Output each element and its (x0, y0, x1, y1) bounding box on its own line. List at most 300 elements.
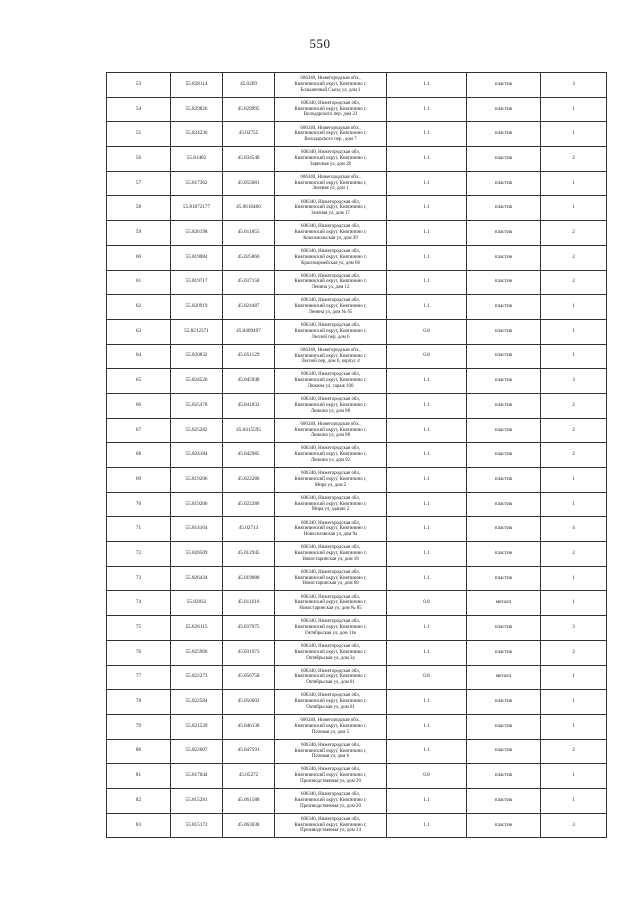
table-row (107, 739, 607, 764)
address-cell (275, 640, 387, 665)
latitude-cell: 55.820919 (171, 295, 223, 320)
container-count-cell: 1 (541, 764, 607, 789)
container-material-cell: пластик (467, 319, 541, 344)
address-line: Люкина ул, гараж 100 (307, 383, 354, 389)
table-row (107, 270, 607, 295)
address-cell (275, 393, 387, 418)
address-line: 606340, Нижегородская обл, (301, 273, 360, 279)
address-line: Княгининский округ, Княгинино г, (294, 254, 367, 260)
latitude-cell: 55.829826 (171, 97, 223, 122)
container-volume-cell: 1.1 (387, 542, 467, 567)
container-material-cell: металл (467, 591, 541, 616)
row-number-cell: 60 (107, 245, 171, 270)
row-number-cell: 76 (107, 640, 171, 665)
address-line: 606340, Нижегородская обл, (301, 100, 360, 106)
address-line: Комсомольская ул, дом 39 (303, 235, 358, 241)
address-line: Княгининский округ, Княгинино г, (294, 575, 367, 581)
row-number-cell: 54 (107, 97, 171, 122)
address-line: Княгининский округ, Княгинино г, (294, 748, 367, 754)
container-material-cell: пластик (467, 492, 541, 517)
longitude-cell: 45.046138 (223, 714, 275, 739)
address-line: 606340, Нижегородская обл., (300, 718, 361, 724)
address-cell (275, 196, 387, 221)
address-line: 606340, Нижегородская обл, (301, 643, 360, 649)
longitude-cell: 45.022286 (223, 492, 275, 517)
row-number-cell: 70 (107, 492, 171, 517)
latitude-cell: 55.815281 (171, 788, 223, 813)
container-volume-cell: 1.1 (387, 295, 467, 320)
longitude-cell: 45.042985 (223, 443, 275, 468)
latitude-cell: 55.81482 (171, 147, 223, 172)
address-cell (275, 245, 387, 270)
longitude-cell: 45.0469497 (223, 319, 275, 344)
latitude-cell: 55.819206 (171, 492, 223, 517)
longitude-cell: 45.031973 (223, 640, 275, 665)
address-line: Княгининский округ, Княгинино г, (294, 501, 367, 507)
container-count-cell: 2 (541, 739, 607, 764)
longitude-cell: 45.041832 (223, 393, 275, 418)
container-volume-cell: 1.1 (387, 147, 467, 172)
table-row (107, 73, 607, 98)
container-count-cell: 3 (541, 616, 607, 641)
container-count-cell: 2 (541, 640, 607, 665)
longitude-cell: 45.0415595 (223, 418, 275, 443)
address-cell (275, 295, 387, 320)
container-count-cell: 1 (541, 566, 607, 591)
row-number-cell: 81 (107, 764, 171, 789)
longitude-cell: 45.05272 (223, 764, 275, 789)
container-material-cell: пластик (467, 764, 541, 789)
address-line: Новостаринская ул, дом 18 (302, 556, 359, 562)
container-material-cell: пластик (467, 295, 541, 320)
table-row (107, 566, 607, 591)
container-material-cell: пластик (467, 344, 541, 369)
address-cell (275, 591, 387, 616)
address-line: 606340, Нижегородская обл., (300, 76, 361, 82)
address-cell (275, 344, 387, 369)
container-material-cell: пластик (467, 616, 541, 641)
address-line: Люкина ул, дом 88 (310, 408, 351, 414)
address-cell (275, 788, 387, 813)
container-material-cell: пластик (467, 418, 541, 443)
container-material-cell: пластик (467, 73, 541, 98)
table-row (107, 764, 607, 789)
address-line: 606340, Нижегородская обл, (301, 569, 360, 575)
container-volume-cell: 0.8 (387, 344, 467, 369)
container-count-cell: 1 (541, 295, 607, 320)
address-line: Княгининский округ, Княгинино г, (294, 625, 367, 631)
row-number-cell: 62 (107, 295, 171, 320)
address-cell (275, 813, 387, 838)
container-material-cell: пластик (467, 788, 541, 813)
address-line: 606340, Нижегородская обл, (301, 520, 360, 526)
row-number-cell: 55 (107, 122, 171, 147)
address-cell (275, 270, 387, 295)
longitude-cell: 45.055081 (223, 171, 275, 196)
page-number: 550 (309, 36, 331, 51)
container-material-cell: пластик (467, 468, 541, 493)
address-cell (275, 147, 387, 172)
address-cell (275, 97, 387, 122)
table-row (107, 122, 607, 147)
latitude-cell: 55.814164 (171, 517, 223, 542)
address-cell (275, 665, 387, 690)
container-volume-cell: 0.8 (387, 591, 467, 616)
container-volume-cell: 1.1 (387, 196, 467, 221)
address-line: Новостаринская ул, дом 68 (302, 581, 359, 587)
container-material-cell: пластик (467, 97, 541, 122)
address-line: Княгининский округ, Княгинино г, (294, 699, 367, 705)
longitude-cell: 45.029995 (223, 97, 275, 122)
container-sites-table (106, 72, 607, 838)
address-line: 606340, Нижегородская обл, (301, 668, 360, 674)
row-number-cell: 57 (107, 171, 171, 196)
address-line: 606340, Нижегородская обл, (301, 594, 360, 600)
address-line: Княгининский округ, Княгинино г, (294, 773, 367, 779)
address-cell (275, 221, 387, 246)
address-line: Октябрьская ул, дом 11в (305, 630, 356, 636)
address-line: 606340, Нижегородская обл., (300, 421, 361, 427)
row-number-cell: 74 (107, 591, 171, 616)
address-line: Княгининский округ, Княгинино г, (294, 797, 367, 803)
address-line: Княгининский округ, Княгинино г, (294, 378, 367, 384)
longitude-cell: 45.02713 (223, 517, 275, 542)
row-number-cell: 63 (107, 319, 171, 344)
table-row (107, 616, 607, 641)
container-count-cell: 1 (541, 492, 607, 517)
latitude-cell: 55.822584 (171, 690, 223, 715)
address-line: Княгининский округ, Княгинино г, (294, 106, 367, 112)
address-line: Заречная ул, дом 28 (310, 161, 351, 167)
longitude-cell: 45.037075 (223, 616, 275, 641)
address-line: Княгининский округ, Княгинино г, (294, 476, 367, 482)
address-line: Княгининский округ, Княгинино г, (294, 304, 367, 310)
address-line: Княгининский округ, Княгинино г, (294, 427, 367, 433)
container-count-cell: 1 (541, 344, 607, 369)
row-number-cell: 59 (107, 221, 171, 246)
table-row (107, 640, 607, 665)
address-line: Октябрьская ул, дом 3а (306, 655, 355, 661)
container-volume-cell: 1.1 (387, 739, 467, 764)
table-row (107, 369, 607, 394)
latitude-cell: 55.821539 (171, 714, 223, 739)
container-material-cell: пластик (467, 690, 541, 715)
address-cell (275, 739, 387, 764)
address-line: 606340, Нижегородская обл, (301, 471, 360, 477)
container-volume-cell: 1.1 (387, 690, 467, 715)
address-line: Лесной пер, дом 6 (311, 334, 350, 340)
address-line: 606340, Нижегородская обл., (300, 125, 361, 131)
container-volume-cell: 1.1 (387, 517, 467, 542)
address-line: Новостаринская ул, дом № 85 (299, 606, 362, 612)
row-number-cell: 58 (107, 196, 171, 221)
address-line: Княгининский округ, Княгинино г, (294, 131, 367, 137)
address-line: 606340, Нижегородская обл, (301, 298, 360, 304)
container-count-cell: 1 (541, 122, 607, 147)
row-number-cell: 78 (107, 690, 171, 715)
container-volume-cell: 0.8 (387, 319, 467, 344)
container-volume-cell: 1.1 (387, 566, 467, 591)
address-line: 606340, Нижегородская обл., (300, 347, 361, 353)
container-volume-cell: 1.1 (387, 813, 467, 838)
container-count-cell: 2 (541, 418, 607, 443)
table-row (107, 171, 607, 196)
row-number-cell: 64 (107, 344, 171, 369)
row-number-cell: 56 (107, 147, 171, 172)
latitude-cell: 55.819206 (171, 468, 223, 493)
address-cell (275, 517, 387, 542)
longitude-cell: 45.051129 (223, 344, 275, 369)
container-material-cell: пластик (467, 443, 541, 468)
table-row (107, 813, 607, 838)
latitude-cell: 55.820509 (171, 542, 223, 567)
container-material-cell: пластик (467, 369, 541, 394)
row-number-cell: 80 (107, 739, 171, 764)
table-row (107, 147, 607, 172)
table-row (107, 97, 607, 122)
address-line: Княгининский округ, Княгинино г, (294, 822, 367, 828)
address-line: Княгининский округ, Княгинино г, (294, 180, 367, 186)
latitude-cell: 55.825282 (171, 418, 223, 443)
address-line: Октябрьская ул, дом 61 (306, 704, 355, 710)
address-line: Лесной пер, дом 6, корпус 4 (301, 359, 360, 365)
row-number-cell: 66 (107, 393, 171, 418)
longitude-cell: 45.024487 (223, 295, 275, 320)
table-row (107, 788, 607, 813)
longitude-cell: 45.063038 (223, 813, 275, 838)
longitude-cell: 45.056602 (223, 690, 275, 715)
latitude-cell: 55.817044 (171, 764, 223, 789)
address-line: 606340, Нижегородская обл, (301, 323, 360, 329)
container-material-cell: пластик (467, 122, 541, 147)
row-number-cell: 77 (107, 665, 171, 690)
container-volume-cell: 1.1 (387, 393, 467, 418)
latitude-cell: 55.8212371 (171, 319, 223, 344)
address-line: 606340, Нижегородская обл, (301, 397, 360, 403)
address-cell (275, 616, 387, 641)
latitude-cell: 55.819717 (171, 270, 223, 295)
container-volume-cell: 1.1 (387, 270, 467, 295)
container-material-cell: пластик (467, 517, 541, 542)
container-count-cell: 3 (541, 813, 607, 838)
container-count-cell: 1 (541, 468, 607, 493)
container-volume-cell: 1.1 (387, 73, 467, 98)
longitude-cell: 45.061588 (223, 788, 275, 813)
latitude-cell: 55.81872177 (171, 196, 223, 221)
container-material-cell: пластик (467, 393, 541, 418)
container-volume-cell: 1.1 (387, 369, 467, 394)
address-cell (275, 468, 387, 493)
address-line: Полевая ул, дом 5 (311, 729, 350, 735)
address-line: Производственная ул, дом 20 (300, 778, 361, 784)
row-number-cell: 68 (107, 443, 171, 468)
address-line: Люкина ул, дом 92 (310, 458, 351, 464)
table-row (107, 221, 607, 246)
container-volume-cell: 1.1 (387, 788, 467, 813)
container-count-cell: 3 (541, 369, 607, 394)
address-line: Володарского пер. дом 23 (303, 112, 358, 118)
container-count-cell: 1 (541, 196, 607, 221)
row-number-cell: 75 (107, 616, 171, 641)
longitude-cell: 45.02755 (223, 122, 275, 147)
latitude-cell: 55.819084 (171, 245, 223, 270)
address-line: 606340, Нижегородская обл, (301, 792, 360, 798)
latitude-cell: 55.825478 (171, 393, 223, 418)
row-number-cell: 65 (107, 369, 171, 394)
address-cell (275, 369, 387, 394)
table-row (107, 714, 607, 739)
address-line: 606340, Нижегородская обл, (301, 693, 360, 699)
container-material-cell: пластик (467, 739, 541, 764)
address-line: Княгининский округ, Княгинино г, (294, 205, 367, 211)
address-line: Княгининский округ, Княгинино г, (294, 649, 367, 655)
address-line: Княгининский округ, Княгинино г, (294, 723, 367, 729)
longitude-cell: 45.019088 (223, 566, 275, 591)
container-count-cell: 1 (541, 591, 607, 616)
address-line: Княгининский округ, Княгинино г, (294, 600, 367, 606)
address-line: 606340, Нижегородская обл, (301, 767, 360, 773)
address-line: Люкина ул, дом 88 (310, 433, 351, 439)
container-count-cell: 2 (541, 393, 607, 418)
container-material-cell: металл (467, 665, 541, 690)
longitude-cell: 45.0610466 (223, 196, 275, 221)
address-line: Княгининский округ, Княгинино г, (294, 156, 367, 161)
container-material-cell: пластик (467, 566, 541, 591)
container-volume-cell: 1.1 (387, 443, 467, 468)
container-material-cell: пластик (467, 245, 541, 270)
latitude-cell: 55.817362 (171, 171, 223, 196)
address-line: Новоселовская ул, дом 9а (303, 532, 358, 538)
row-number-cell: 67 (107, 418, 171, 443)
address-line: 606340, Нижегородская обл, (301, 495, 360, 501)
longitude-cell: 45.056758 (223, 665, 275, 690)
longitude-cell: 45.045948 (223, 369, 275, 394)
table-row (107, 319, 607, 344)
address-line: 606340, Нижегородская обл, (301, 150, 360, 156)
address-line: 606340, Нижегородская обл, (301, 199, 360, 205)
longitude-cell: 45.0269 (223, 73, 275, 98)
container-volume-cell: 1.1 (387, 492, 467, 517)
row-number-cell: 61 (107, 270, 171, 295)
table-row (107, 344, 607, 369)
table-row (107, 665, 607, 690)
address-line: Володарского пер., дом 7 (304, 137, 357, 143)
latitude-cell: 55.820832 (171, 344, 223, 369)
table-row (107, 468, 607, 493)
latitude-cell: 55.822007 (171, 739, 223, 764)
latitude-cell: 55.828114 (171, 73, 223, 98)
latitude-cell: 55.825966 (171, 640, 223, 665)
container-count-cell: 1 (541, 788, 607, 813)
table-row (107, 690, 607, 715)
row-number-cell: 53 (107, 73, 171, 98)
container-count-cell: 2 (541, 221, 607, 246)
address-line: Октябрьская ул, дом 61 (306, 680, 355, 686)
address-line: Мира ул, здание 2 (311, 507, 350, 513)
container-material-cell: пластик (467, 147, 541, 172)
container-volume-cell: 0.8 (387, 665, 467, 690)
address-line: Производственная ул, дом 20 (300, 803, 361, 809)
row-number-cell: 71 (107, 517, 171, 542)
container-material-cell: пластик (467, 640, 541, 665)
container-count-cell: 2 (541, 270, 607, 295)
container-count-cell: 1 (541, 319, 607, 344)
address-line: Зеленая ул, дом 17 (311, 211, 350, 217)
address-line: Полевая ул, дом 6 (311, 754, 350, 760)
container-volume-cell: 1.1 (387, 245, 467, 270)
table-row (107, 196, 607, 221)
latitude-cell: 55.822273 (171, 665, 223, 690)
container-count-cell: 2 (541, 542, 607, 567)
address-line: Княгининский округ, Княгинино г, (294, 551, 367, 556)
address-cell (275, 443, 387, 468)
row-number-cell: 83 (107, 813, 171, 838)
address-cell (275, 690, 387, 715)
address-cell (275, 73, 387, 98)
longitude-cell: 45.034548 (223, 147, 275, 172)
table-row (107, 517, 607, 542)
row-number-cell: 72 (107, 542, 171, 567)
latitude-cell: 55.824236 (171, 122, 223, 147)
latitude-cell: 55.826434 (171, 566, 223, 591)
table-row (107, 295, 607, 320)
container-volume-cell: 1.1 (387, 221, 467, 246)
container-count-cell: 1 (541, 171, 607, 196)
longitude-cell: 45.047591 (223, 739, 275, 764)
table-body (107, 73, 607, 838)
table-row (107, 245, 607, 270)
address-line: 606340, Нижегородская обл, (301, 446, 360, 452)
container-volume-cell: 1.1 (387, 122, 467, 147)
table-row (107, 443, 607, 468)
row-number-cell: 73 (107, 566, 171, 591)
table-row (107, 418, 607, 443)
container-volume-cell: 1.1 (387, 171, 467, 196)
address-line: Княгининский округ, Княгинино г, (294, 230, 367, 236)
address-line: Княгининский округ, Княгинино г, (294, 452, 367, 458)
longitude-cell: 45.011616 (223, 591, 275, 616)
latitude-cell: 55.82832 (171, 591, 223, 616)
table-row (107, 542, 607, 567)
container-material-cell: пластик (467, 542, 541, 567)
table-row (107, 492, 607, 517)
address-line: Княгининский округ, Княгинино г, (294, 402, 367, 408)
address-line: 606340, Нижегородская обл, (301, 619, 360, 625)
address-line: Производственная ул, дом 24 (300, 828, 361, 834)
container-count-cell: 2 (541, 443, 607, 468)
address-cell (275, 122, 387, 147)
row-number-cell: 79 (107, 714, 171, 739)
container-volume-cell: 1.1 (387, 616, 467, 641)
address-line: Ленина ул, дом № 65 (308, 309, 353, 315)
container-count-cell: 3 (541, 73, 607, 98)
address-line: Княгининский округ, Княгинино г, (294, 526, 367, 532)
address-line: 606340, Нижегородская обл, (301, 545, 360, 551)
container-material-cell: пластик (467, 714, 541, 739)
address-line: Княгининский округ, Княгинино г, (294, 279, 367, 285)
address-line: Ленина ул, дом 12 (311, 285, 350, 291)
container-material-cell: пластик (467, 270, 541, 295)
address-line: 606340, Нижегородская обл, (301, 224, 360, 230)
row-number-cell: 69 (107, 468, 171, 493)
container-volume-cell: 1.1 (387, 418, 467, 443)
container-volume-cell: 1.1 (387, 714, 467, 739)
address-cell (275, 319, 387, 344)
address-cell (275, 492, 387, 517)
container-count-cell: 4 (541, 517, 607, 542)
address-line: Большечный Съезд ул, дом 1 (300, 87, 361, 93)
container-volume-cell: 1.1 (387, 97, 467, 122)
